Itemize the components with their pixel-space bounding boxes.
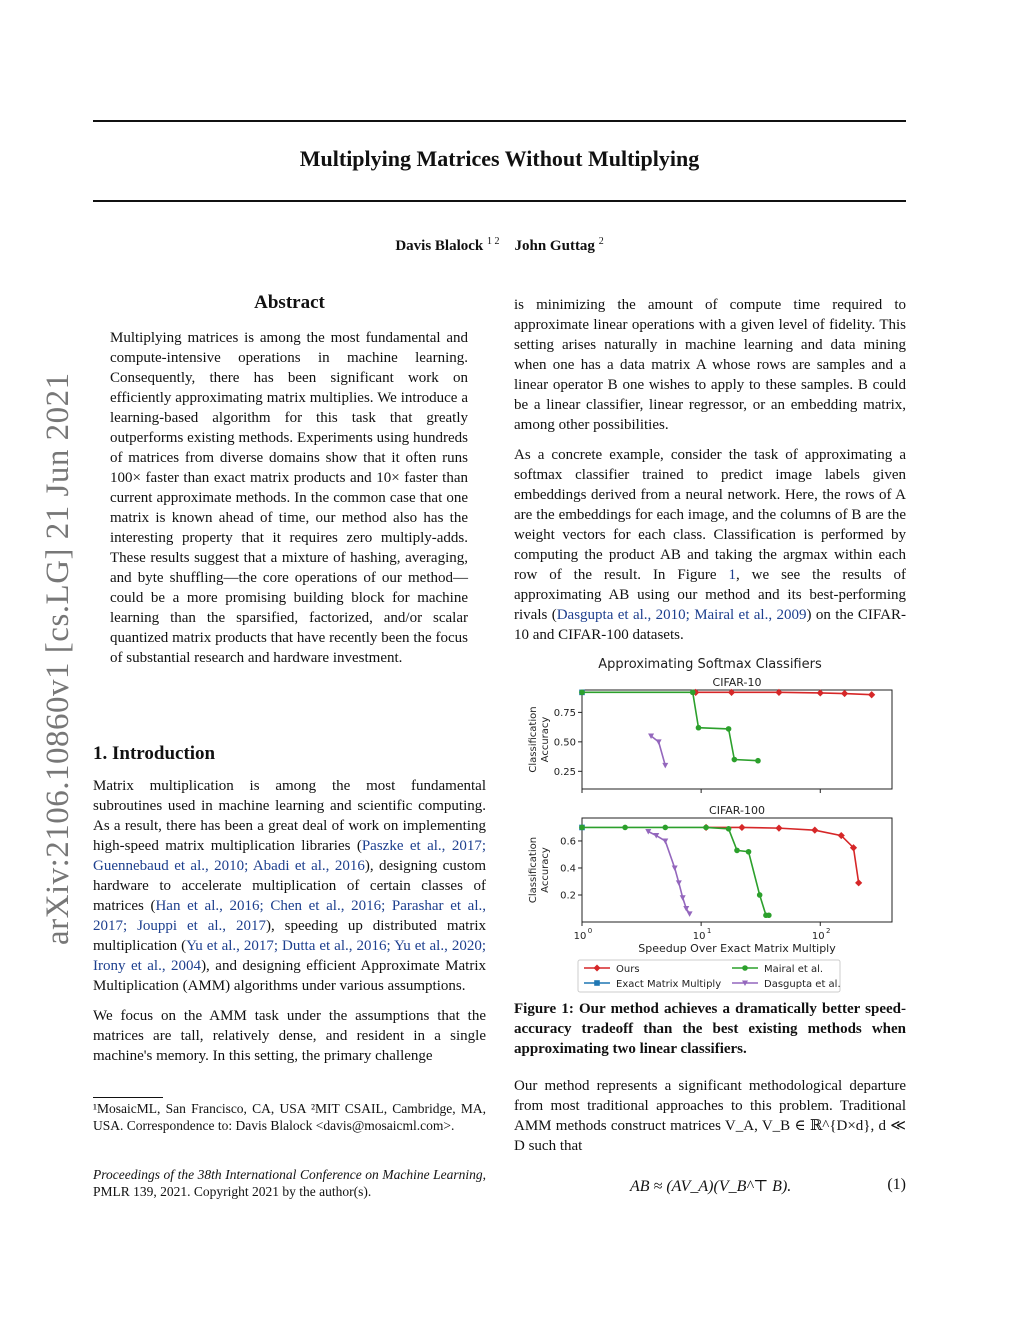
intro-paragraph-2: We focus on the AMM task under the assumptions that the matrices are tall, relatively dense, and resident in a single machine's memory. In this setting, the primary challenge	[93, 1008, 486, 1064]
chart-suptitle: Approximating Softmax Classifiers	[598, 657, 822, 672]
top-rule	[93, 120, 906, 122]
author-name: John Guttag	[514, 238, 595, 254]
y-tick-label: 0.50	[553, 737, 576, 749]
data-point	[622, 825, 628, 831]
data-point	[703, 825, 709, 831]
data-point	[662, 763, 668, 769]
data-point	[811, 827, 818, 834]
y-axis-label-line1: Classification	[528, 836, 539, 904]
author-affiliation: 2	[598, 236, 604, 247]
data-point	[690, 690, 696, 696]
y-axis-label-line1: Classification	[528, 706, 539, 773]
y-axis-label-line2: Accuracy	[540, 847, 551, 893]
footnote-rule	[93, 1097, 163, 1098]
data-point	[766, 912, 772, 918]
y-tick-label: 0.6	[560, 836, 576, 848]
abstract-text	[110, 328, 468, 678]
data-point	[726, 826, 732, 832]
intro-paragraph-1: Matrix multiplication is among the most fundamental subroutines used in machine learning and scientific computing. As a result, there has been a great deal of work on implementing high-speed matrix multiplication libraries (Paszke et al., 2017; Guennebaud et al., 2010; Abadi et al., 2016), designing custom hardware to accelerate multiplication of certain classes of matrices (Han et al., 2016; Chen et al., 2016; Parashar et al., 2017; Jouppi et al., 2017), speeding up distributed matrix multiplication (Yu et al., 2017; Dutta et al., 2016; Yu et al., 2020; Irony et al., 2004), and designing efficient Approximate Matrix Multiplication (AMM) algorithms under various assumptions.	[93, 778, 487, 994]
x-tick-exponent: 2	[826, 927, 831, 935]
data-point	[746, 849, 752, 855]
series-line-ours	[706, 827, 859, 882]
chart-title: CIFAR-10	[712, 676, 762, 689]
legend-marker	[594, 980, 600, 986]
data-point	[734, 848, 740, 854]
x-tick-exponent: 0	[587, 927, 593, 935]
data-point	[726, 726, 732, 732]
author-affiliation: 1 2	[487, 236, 500, 247]
data-point	[687, 911, 693, 917]
equation-number: (1)	[887, 1176, 906, 1193]
data-point	[656, 739, 662, 745]
y-tick-label: 0.4	[560, 863, 576, 875]
data-point	[732, 757, 738, 763]
data-point	[868, 691, 875, 698]
equation-body: AB ≈ (AV_A)(V_B^⊤ B).	[630, 1178, 792, 1195]
data-point	[855, 879, 862, 886]
x-tick-label: 10	[692, 931, 706, 942]
data-point	[755, 758, 761, 764]
citation-link[interactable]: Dasgupta et al., 2010; Mairal et al., 2009	[556, 607, 807, 623]
intro-text	[93, 776, 486, 1076]
abstract-paragraph: Multiplying matrices is among the most fundamental and compute-intensive operations in machine learning. Consequently, there has been significant work on efficiently approximating matrix multiplies. We introduce a learning-based algorithm for this task that greatly outperforms existing methods. Experiments using hundreds of matrices from diverse domains show that it often runs 100× faster than exact matrix products and 10× faster than current approximate methods. In the common case that one matrix is known ahead of time, our method also has the interesting property that it requires zero multiply-adds. These results suggest that a mixture of hashing, averaging, and byte shuffling—the core operations of our method—could be a more promising building block for machine learning than the sparsified, factorized, and/or scalar quantized matrix products that have recently been the focus of substantial research and hardware investment.	[110, 330, 468, 666]
legend-marker	[742, 965, 748, 971]
series-line-mairal-et-al-	[582, 692, 758, 760]
right-paragraph-1: is minimizing the amount of compute time required to approximate linear operations with a given level of fidelity. This setting arises naturally in machine learning and data mining when one has a data matrix A whose rows are samples and a linear operator B one wishes to apply to these samples. B could be a linear classifier, linear regressor, or an embedding matrix, among other possibilities.	[514, 297, 906, 433]
x-axis-label: Speedup Over Exact Matrix Multiply	[638, 942, 836, 955]
figure-1	[514, 650, 906, 995]
y-tick-label: 0.25	[553, 766, 576, 778]
author-name: Davis Blalock	[395, 238, 484, 254]
figure-caption: Figure 1: Our method achieves a dramatically better speed-accuracy tradeoff than the best existing methods when approximating two linear classifiers.	[514, 1001, 906, 1057]
data-point	[696, 725, 702, 731]
plot-frame	[582, 690, 892, 789]
right-column-text-2	[514, 1076, 906, 1166]
data-point	[676, 880, 682, 886]
data-point	[757, 892, 763, 898]
data-point	[672, 865, 678, 871]
affiliation-footnote: ¹MosaicML, San Francisco, CA, USA ²MIT CSAIL, Cambridge, MA, USA. Correspondence to: Davis Blalock <davis@mosaicml.com>.	[93, 1101, 486, 1133]
x-tick-label: 10	[573, 931, 587, 942]
section-heading: 1. Introduction	[93, 743, 216, 764]
data-point	[662, 825, 668, 831]
data-point	[775, 825, 782, 832]
title-bottom-rule	[93, 200, 906, 202]
abstract-heading: Abstract	[254, 292, 325, 313]
author-list	[93, 236, 906, 255]
chart-title: CIFAR-100	[709, 804, 765, 817]
x-tick-label: 10	[811, 931, 825, 942]
legend-label: Exact Matrix Multiply	[616, 979, 722, 990]
y-axis-label-line2: Accuracy	[540, 716, 551, 763]
data-point	[738, 824, 745, 831]
y-tick-label: 0.2	[560, 890, 576, 902]
y-tick-label: 0.75	[553, 707, 576, 719]
figure-link[interactable]: 1	[728, 567, 736, 583]
accuracy-chart	[514, 650, 906, 995]
right-paragraph-2: As a concrete example, consider the task of approximating a softmax classifier trained to predict image labels given embeddings derived from a neural network. Here, the rows of A are the embeddings for each image, and the columns of B are the weight vectors for each class. Classification is performed by computing the product AB and taking the argmax within each row of the result. In Figure 1, we see the results of approximating AB using our method and its best-performing rivals (Dasgupta et al., 2010; Mairal et al., 2009) on the CIFAR-10 and CIFAR-100 datasets.	[514, 447, 906, 643]
citation-link[interactable]: Han et al., 2016; Chen et al., 2016; Parashar et al., 2017; Jouppi et al., 2017	[93, 898, 486, 934]
series-line-dasgupta-et-al-	[648, 832, 689, 914]
arxiv-identifier: arXiv:2106.10860v1 [cs.LG] 21 Jun 2021	[40, 372, 76, 945]
data-point	[680, 895, 686, 901]
proceedings-note: Proceedings of the 38th International Conference on Machine Learning, PMLR 139, 2021. Copyright 2021 by the author(s).	[93, 1167, 486, 1199]
right-paragraph-3: Our method represents a significant methodological departure from most traditional approaches to this problem. Traditional AMM methods construct matrices V_A, V_B ∈ ℝ^{D×d}, d ≪ D such that	[514, 1078, 906, 1154]
legend-label: Mairal et al.	[764, 964, 824, 975]
legend-label: Dasgupta et al.	[764, 979, 841, 990]
paper-title: Multiplying Matrices Without Multiplying	[299, 146, 700, 171]
legend-label: Ours	[616, 964, 640, 975]
plot-frame	[582, 818, 892, 922]
data-point	[579, 825, 585, 831]
x-tick-exponent: 1	[706, 927, 712, 935]
data-point	[579, 690, 585, 696]
right-column-text	[514, 295, 906, 655]
data-point	[841, 690, 848, 697]
data-point	[662, 838, 668, 844]
citation-link[interactable]: Yu et al., 2017; Dutta et al., 2016; Yu et al., 2020; Irony et al., 2004	[93, 938, 487, 974]
citation-link[interactable]: Paszke et al., 2017; Guennebaud et al., 2010; Abadi et al., 2016	[93, 838, 486, 874]
